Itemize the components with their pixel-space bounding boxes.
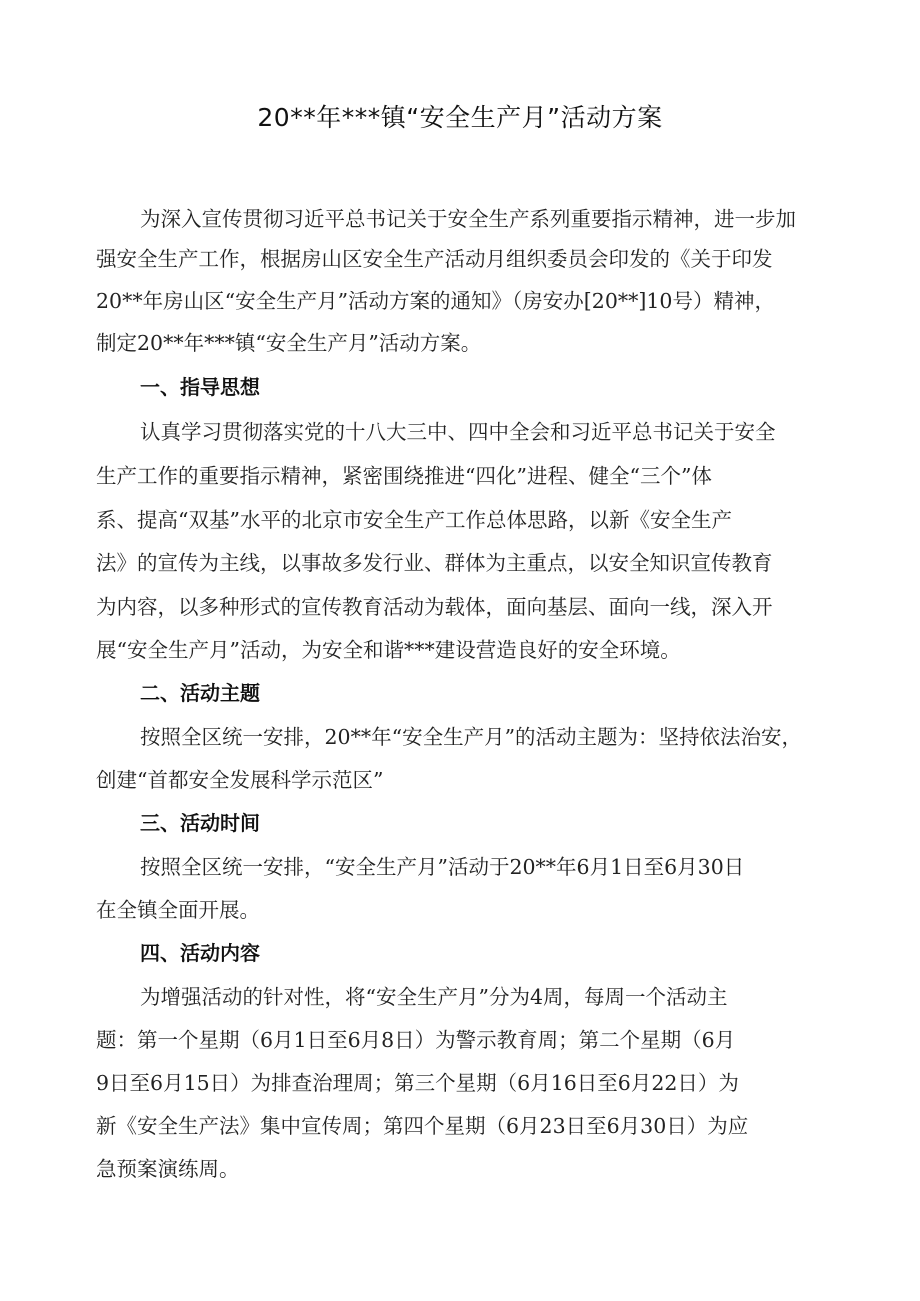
section-heading-activity-theme: 二、活动主题 xyxy=(140,681,260,705)
intro-line-1: 为深入宣传贯彻习近平总书记关于安全生产系列重要指示精神，进一步加 xyxy=(140,207,796,231)
section-4-line-2: 题：第一个星期（6月1日至6月8日）为警示教育周；第二个星期（6月 xyxy=(96,1028,736,1052)
section-2-line-2: 创建“首都安全发展科学示范区” xyxy=(96,768,384,792)
section-1-line-6: 展“安全生产月”活动，为安全和谐***建设营造良好的安全环境。 xyxy=(96,638,681,662)
section-1-line-3: 系、提高“双基”水平的北京市安全生产工作总体思路，以新《安全生产 xyxy=(96,508,732,532)
section-1-line-2: 生产工作的重要指示精神，紧密围绕推进“四化”进程、健全“三个”体 xyxy=(96,464,712,488)
section-4-line-1: 为增强活动的针对性，将“安全生产月”分为4周，每周一个活动主 xyxy=(140,985,728,1009)
intro-line-2: 强安全生产工作，根据房山区安全生产活动月组织委员会印发的《关于印发 xyxy=(96,247,773,271)
document-title: 20**年***镇“安全生产月”活动方案 xyxy=(257,103,663,132)
section-heading-guiding-thought: 一、指导思想 xyxy=(140,375,260,399)
section-3-line-1: 按照全区统一安排，“安全生产月”活动于20**年6月1日至6月30日 xyxy=(140,855,745,879)
section-1-line-4: 法》的宣传为主线，以事故多发行业、群体为主重点，以安全知识宣传教育 xyxy=(96,551,773,575)
section-4-line-5: 急预案演练周。 xyxy=(96,1157,240,1181)
section-3-line-2: 在全镇全面开展。 xyxy=(96,898,260,922)
section-4-line-4: 新《安全生产法》集中宣传周；第四个星期（6月23日至6月30日）为应 xyxy=(96,1114,749,1138)
section-1-line-1: 认真学习贯彻落实党的十八大三中、四中全会和习近平总书记关于安全 xyxy=(140,420,776,444)
section-heading-activity-content: 四、活动内容 xyxy=(140,941,260,965)
section-heading-activity-time: 三、活动时间 xyxy=(140,811,260,835)
section-4-line-3: 9日至6月15日）为排查治理周；第三个星期（6月16日至6月22日）为 xyxy=(96,1071,739,1095)
section-2-line-1: 按照全区统一安排，20**年“安全生产月”的活动主题为：坚持依法治安， xyxy=(140,725,803,749)
intro-line-4: 制定20**年***镇“安全生产月”活动方案。 xyxy=(96,331,482,355)
section-1-line-5: 为内容，以多种形式的宣传教育活动为载体，面向基层、面向一线，深入开 xyxy=(96,595,773,619)
intro-line-3: 20**年房山区“安全生产月”活动方案的通知》（房安办[20**]10号）精神， xyxy=(96,289,775,313)
